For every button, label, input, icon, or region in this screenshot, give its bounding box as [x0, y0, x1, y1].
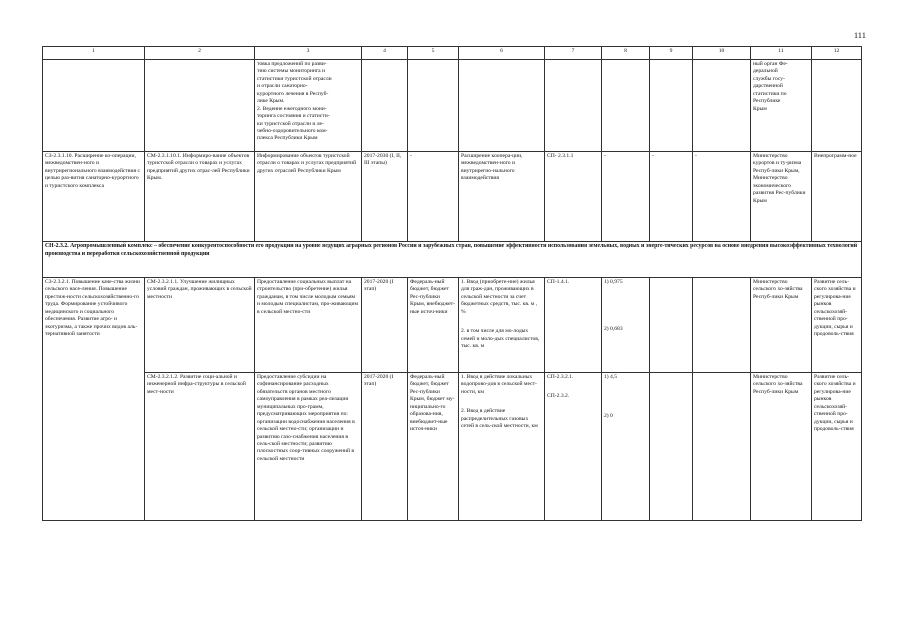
text-line: торинга состояния и статисти-	[257, 113, 330, 120]
table-row	[43, 60, 862, 152]
col-header: 12	[812, 47, 862, 60]
cell-empty	[145, 60, 255, 152]
cell-responsible: Министерство сельского хо-зяйства Респуб-лики Крым	[751, 373, 812, 521]
col-header: 4	[362, 47, 408, 60]
cell-funding: Федераль-ный бюджет, бюджет Рес-публики Крым, бюджет му-ниципально-го образова-ния, внебюджет-ные источ-ники	[408, 373, 459, 521]
text-line: Республике	[753, 98, 781, 105]
cell-empty	[693, 373, 751, 521]
text-line: деральной	[753, 68, 778, 75]
cell-funding: Федераль-ный бюджет, бюджет Рес-публики Крым, внебюджет-ные источ-ники	[408, 278, 459, 373]
text-line: ный орган Фе-	[753, 61, 788, 67]
cell-value: -	[602, 152, 650, 242]
col-header: 6	[459, 47, 545, 60]
cell-empty	[602, 60, 650, 152]
cell-measure: СМ-2.3.2.1.1. Улучшение жилищных условий граждан, проживающих в сельской местности	[145, 278, 255, 373]
text-line: и отрасли санаторно-	[257, 83, 308, 90]
cell-code: СП- 2.3.1.1	[545, 152, 602, 242]
cell-empty	[545, 60, 602, 152]
section-title: СН-2.3.2. Агропромышленный комплекс – обеспечение конкурентоспособности его продукции на уровне ведущих аграрных регионов России и зарубежных стран, повышение эффективности использования земельных, водных и энерге-тических ресурсов на основе внедрения высокоэффективных технологий производства и переработки сельскохозяйственной продукции	[43, 242, 862, 278]
cell-activity: Информирование объектов туристской отрасли о товарах и услугах предприятий других отраслей Республики Крым	[255, 152, 362, 242]
cell-value: -	[650, 152, 693, 242]
indicator-1: 1. Ввод в действие локальных водопрово-дов в сельской мест-ности, км	[461, 374, 537, 395]
cell-task: СЗ-2.3.1.10. Расширение ко-операции, межведомствен-ного и внутрирегионального взаимодействия с целью раз-вития санаторно-курортного и туристского комплекса	[43, 152, 145, 242]
cell-responsible: Министерство курортов и ту-ризма Респуб-лики Крым, Министерство экономического развития Рес-публики Крым	[751, 152, 812, 242]
cell-empty	[459, 60, 545, 152]
col-header: 5	[408, 47, 459, 60]
text-line: тию системы мониторинга и	[257, 68, 326, 75]
text-line: ки туристской отрасли и ле-	[257, 120, 324, 127]
table-row	[43, 278, 862, 373]
program-table	[42, 46, 862, 521]
text-line: статистики по	[753, 90, 787, 97]
cell-empty	[408, 60, 459, 152]
col-header: 1	[43, 47, 145, 60]
text-line: дарственной	[753, 83, 783, 90]
cell-empty	[650, 278, 693, 373]
text-line: курортного лечения в Респуб-	[257, 90, 329, 97]
text-line: товка предложений по разви-	[257, 61, 327, 67]
cell-empty	[650, 373, 693, 521]
cell-empty	[362, 60, 408, 152]
col-header: 9	[650, 47, 693, 60]
cell-measure: СМ-2.3.2.1.2. Развитие соци-альной и инженерной инфра-структуры в сельской мест-ности	[145, 373, 255, 521]
col-header: 7	[545, 47, 602, 60]
col-header: 11	[751, 47, 812, 60]
cell-empty	[43, 60, 145, 152]
cell-funding: -	[408, 152, 459, 242]
cell-activity: Предоставление субсидии на софинансирование расходных обязательств органов местного самоуправления в рамках реа-лизации муниципальных про-грамм, предусматривающих мероприятия по: организации водоснабжения населения в сельской местно-сти; организации и развитию газо-снабжения населения в сель-ской местности; развитию плоскостных соор-тивных сооружений в сельской местности	[255, 373, 362, 521]
table-row	[43, 152, 862, 242]
col-header: 8	[602, 47, 650, 60]
text-line: статистики туристской отрасли	[257, 75, 332, 82]
cell-program: Развитие сель-ского хозяйства и регулирова-ние рынков сельскохозяй-ственной про-дукции, сырья и продоволь-ствия	[812, 373, 862, 521]
cell-empty	[693, 278, 751, 373]
code-1: СП-2.3.2.1.	[547, 374, 574, 380]
col-header: 2	[145, 47, 255, 60]
cell-measure: СМ-2.3.1.10.1. Информиро-вание объектов туристской отрасли о товарах и услугах предприятий других отрас-лей Республики Крым.	[145, 152, 255, 242]
text-line: службы госу-	[753, 75, 785, 82]
cell-responsible: Министерство сельского хо-зяйства Респуб-лики Крым	[751, 278, 812, 373]
cell-value	[602, 373, 650, 521]
value-1: 1) 4,5	[604, 374, 618, 380]
column-header-row	[43, 47, 862, 60]
cell-empty	[693, 60, 751, 152]
indicator-2: 2. Ввод в действие распределительных газовых сетей в сель-ской местности, км	[461, 408, 538, 430]
cell-period: 2017-2030 (I, II, III этапы)	[362, 152, 408, 242]
cell-value: -	[693, 152, 751, 242]
cell-code	[545, 373, 602, 521]
cell-period: 2017-2020 (I этап)	[362, 278, 408, 373]
text-line: чебно-оздоровительного ком-	[257, 127, 328, 134]
cell-code: СП-1.4.1.	[545, 278, 602, 373]
code-2: СП-2.3.2.	[547, 393, 570, 400]
cell-program: Развитие сель-ского хозяйства и регулирова-ние рынков сельскохозяй-ственной про-дукции, сырья и продоволь-ствия	[812, 278, 862, 373]
value-2: 2) 0	[604, 413, 613, 420]
col-header: 3	[255, 47, 362, 60]
cell-empty	[650, 60, 693, 152]
cell-program: Внепрограмм-ное	[812, 152, 862, 242]
cell-responsible-continued	[751, 60, 812, 152]
cell-indicator	[459, 278, 545, 373]
cell-activity-continued	[255, 60, 362, 152]
value-2: 2) 0,683	[604, 326, 623, 333]
cell-period: 2017-2020 (I этап)	[362, 373, 408, 521]
cell-indicator	[459, 373, 545, 521]
cell-empty	[812, 60, 862, 152]
cell-value	[602, 278, 650, 373]
indicator-2: 2. в том числе для мо-лодых семей и моло-дых специалистов, тыс. кв. м	[461, 328, 540, 350]
col-header: 10	[693, 47, 751, 60]
indicator-1: 1. Ввод (приобрете-ние) жилья для граж-дан, проживающих в сельской местности за счет бюджетных средств, тыс. кв. м , %	[461, 279, 538, 315]
text-line: лике Крым.	[257, 98, 285, 105]
text-line: плекса Республики Крым	[257, 135, 318, 142]
cell-indicator: Расширение коопера-ции, межведомствен-ного и внутрирегио-нального взаимодействия	[459, 152, 545, 242]
cell-activity: Предоставление социальных выплат на строительство (при-обретение) жилья гражданам, в том числе молодым семьям и молодым специалистам, про-живающим в сельской местно-сти	[255, 278, 362, 373]
cell-task: СЗ-2.3.2.1. Повышение каче-ства жизни сельского насе-ления. Повышение престиж-ности сельскохозяйственно-го труда. Формирование устойчивого медицинского и социального обеспечения. Развитие агро- и экотуризма, а также прочих видов аль-тернативной занятости	[43, 278, 145, 521]
section-row	[43, 242, 862, 278]
text-line: 2. Ведение ежегодного мони-	[257, 105, 327, 112]
table-row	[43, 373, 862, 521]
value-1: 1) 0,975	[604, 279, 623, 285]
page-number: 111	[853, 30, 866, 40]
text-line: Крым	[753, 105, 767, 112]
